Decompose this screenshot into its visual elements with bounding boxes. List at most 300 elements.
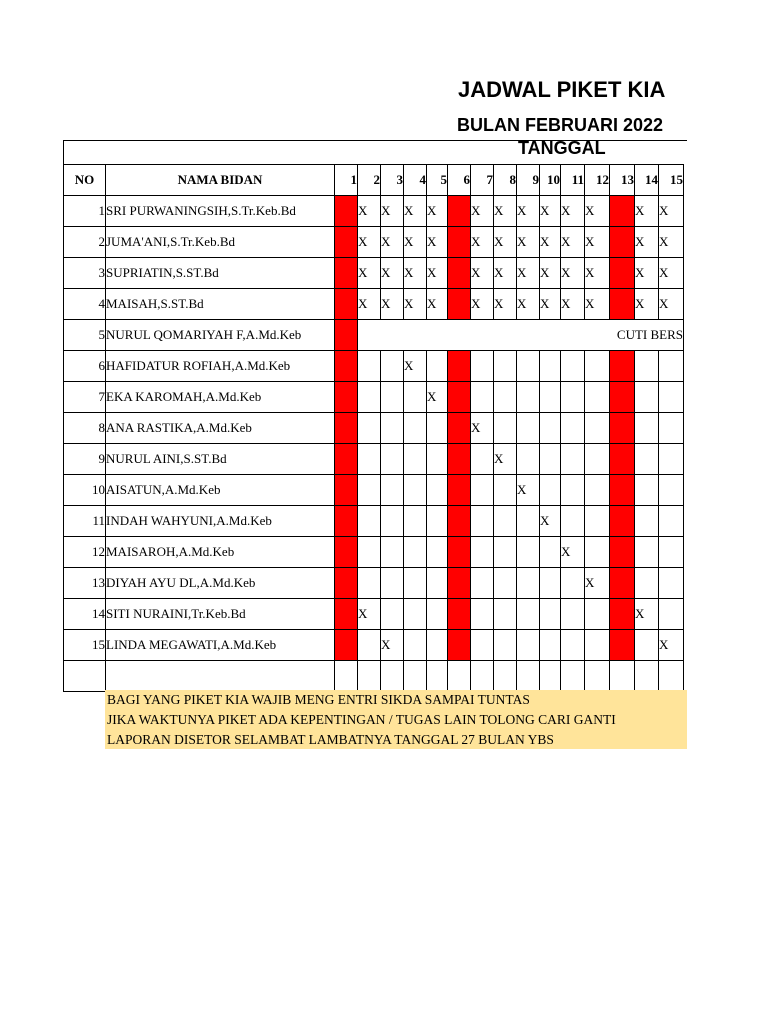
schedule-cell: X <box>517 289 540 320</box>
header-frame-left <box>63 140 64 164</box>
day-header: 7 <box>471 165 494 196</box>
holiday-cell <box>448 196 471 227</box>
schedule-cell: X <box>494 227 517 258</box>
schedule-cell <box>540 630 561 661</box>
schedule-cell: X <box>427 289 448 320</box>
schedule-cell <box>635 444 659 475</box>
schedule-cell <box>517 506 540 537</box>
schedule-cell <box>404 506 427 537</box>
holiday-cell <box>335 630 358 661</box>
schedule-cell <box>427 568 448 599</box>
holiday-cell <box>610 289 635 320</box>
schedule-cell <box>404 599 427 630</box>
holiday-cell <box>610 382 635 413</box>
holiday-cell <box>610 227 635 258</box>
holiday-cell <box>448 382 471 413</box>
schedule-cell <box>427 599 448 630</box>
row-number: 8 <box>64 413 106 444</box>
schedule-cell <box>471 382 494 413</box>
schedule-cell: X <box>517 227 540 258</box>
schedule-cell <box>494 413 517 444</box>
holiday-cell <box>335 196 358 227</box>
schedule-cell <box>561 413 585 444</box>
bidan-name: DIYAH AYU DL,A.Md.Keb <box>106 568 335 599</box>
row-number: 13 <box>64 568 106 599</box>
holiday-cell <box>335 537 358 568</box>
schedule-cell <box>561 630 585 661</box>
schedule-cell <box>540 444 561 475</box>
table-row <box>64 475 684 506</box>
bidan-name: AISATUN,A.Md.Keb <box>106 475 335 506</box>
holiday-cell <box>335 382 358 413</box>
bidan-name: ANA RASTIKA,A.Md.Keb <box>106 413 335 444</box>
page-subtitle: BULAN FEBRUARI 2022 <box>457 115 664 135</box>
schedule-cell <box>540 537 561 568</box>
schedule-cell: X <box>585 196 610 227</box>
schedule-cell: X <box>404 196 427 227</box>
schedule-cell <box>635 413 659 444</box>
schedule-cell: X <box>561 196 585 227</box>
schedule-cell <box>471 475 494 506</box>
table-row <box>64 506 684 537</box>
schedule-cell <box>404 382 427 413</box>
holiday-cell <box>448 258 471 289</box>
row-number: 4 <box>64 289 106 320</box>
schedule-cell: X <box>494 289 517 320</box>
table-row <box>64 444 684 475</box>
schedule-cell <box>471 537 494 568</box>
schedule-cell <box>561 444 585 475</box>
holiday-cell <box>448 568 471 599</box>
schedule-table <box>63 164 684 692</box>
schedule-cell <box>561 382 585 413</box>
schedule-cell: X <box>540 196 561 227</box>
empty-cell <box>64 661 106 692</box>
schedule-cell <box>358 475 381 506</box>
day-header: 14 <box>635 165 659 196</box>
schedule-cell <box>540 599 561 630</box>
schedule-cell <box>494 382 517 413</box>
bidan-name: MAISAROH,A.Md.Keb <box>106 537 335 568</box>
schedule-cell <box>659 599 684 630</box>
bidan-name: JUMA'ANI,S.Tr.Keb.Bd <box>106 227 335 258</box>
schedule-cell: X <box>381 227 404 258</box>
schedule-cell: X <box>540 258 561 289</box>
row-number: 12 <box>64 537 106 568</box>
schedule-cell <box>427 475 448 506</box>
notes-box <box>105 690 687 749</box>
schedule-cell: X <box>494 196 517 227</box>
holiday-cell <box>335 289 358 320</box>
day-header: 9 <box>517 165 540 196</box>
day-header: 2 <box>358 165 381 196</box>
empty-cell <box>561 661 585 692</box>
schedule-cell <box>540 568 561 599</box>
bidan-name: MAISAH,S.ST.Bd <box>106 289 335 320</box>
schedule-cell <box>659 568 684 599</box>
blank-row <box>64 661 684 692</box>
schedule-cell: X <box>659 289 684 320</box>
schedule-cell <box>635 382 659 413</box>
holiday-cell <box>610 444 635 475</box>
schedule-cell: X <box>659 630 684 661</box>
holiday-cell <box>448 630 471 661</box>
empty-cell <box>585 661 610 692</box>
schedule-cell <box>427 506 448 537</box>
schedule-cell <box>381 475 404 506</box>
schedule-cell: X <box>358 289 381 320</box>
schedule-cell <box>381 568 404 599</box>
day-header: 3 <box>381 165 404 196</box>
empty-cell <box>427 661 448 692</box>
schedule-cell: X <box>635 227 659 258</box>
bidan-name: SUPRIATIN,S.ST.Bd <box>106 258 335 289</box>
schedule-cell <box>404 568 427 599</box>
schedule-cell: X <box>427 382 448 413</box>
row-number: 15 <box>64 630 106 661</box>
schedule-cell <box>585 382 610 413</box>
schedule-cell <box>517 630 540 661</box>
holiday-cell <box>610 630 635 661</box>
holiday-cell <box>610 599 635 630</box>
table-row <box>64 413 684 444</box>
schedule-cell: X <box>517 196 540 227</box>
schedule-cell <box>517 444 540 475</box>
holiday-cell <box>335 444 358 475</box>
bidan-name: NURUL AINI,S.ST.Bd <box>106 444 335 475</box>
schedule-cell <box>381 506 404 537</box>
note-line: JIKA WAKTUNYA PIKET ADA KEPENTINGAN / TUGAS LAIN TOLONG CARI GANTI <box>107 712 616 727</box>
schedule-cell <box>381 382 404 413</box>
schedule-cell: X <box>517 475 540 506</box>
holiday-cell <box>335 320 358 351</box>
holiday-cell <box>335 475 358 506</box>
schedule-cell <box>659 351 684 382</box>
holiday-cell <box>448 413 471 444</box>
day-header: 8 <box>494 165 517 196</box>
schedule-cell <box>585 506 610 537</box>
empty-cell <box>635 661 659 692</box>
schedule-cell <box>427 413 448 444</box>
schedule-cell: X <box>427 258 448 289</box>
empty-cell <box>517 661 540 692</box>
cuti-note: CUTI BERS <box>358 320 684 351</box>
empty-cell <box>106 661 335 692</box>
holiday-cell <box>448 537 471 568</box>
schedule-cell: X <box>427 196 448 227</box>
schedule-cell <box>659 382 684 413</box>
schedule-cell <box>517 351 540 382</box>
schedule-cell: X <box>404 289 427 320</box>
empty-cell <box>540 661 561 692</box>
row-number: 14 <box>64 599 106 630</box>
schedule-cell <box>585 475 610 506</box>
schedule-cell <box>471 351 494 382</box>
schedule-cell: X <box>540 506 561 537</box>
schedule-cell: X <box>358 599 381 630</box>
empty-cell <box>659 661 684 692</box>
schedule-cell <box>517 413 540 444</box>
schedule-cell <box>358 506 381 537</box>
header-name: NAMA BIDAN <box>106 165 335 196</box>
schedule-cell: X <box>635 599 659 630</box>
schedule-cell <box>635 568 659 599</box>
bidan-name: HAFIDATUR ROFIAH,A.Md.Keb <box>106 351 335 382</box>
schedule-cell <box>561 506 585 537</box>
schedule-cell <box>358 382 381 413</box>
header-row <box>64 165 684 196</box>
schedule-cell <box>585 537 610 568</box>
day-header: 1 <box>335 165 358 196</box>
day-header: 12 <box>585 165 610 196</box>
holiday-cell <box>448 599 471 630</box>
schedule-cell <box>471 506 494 537</box>
schedule-cell <box>659 537 684 568</box>
schedule-cell: X <box>404 227 427 258</box>
day-header: 4 <box>404 165 427 196</box>
page-title: JADWAL PIKET KIA <box>458 77 666 102</box>
day-header: 15 <box>659 165 684 196</box>
schedule-cell <box>358 537 381 568</box>
schedule-cell <box>494 351 517 382</box>
schedule-cell <box>659 506 684 537</box>
schedule-cell <box>358 630 381 661</box>
empty-cell <box>381 661 404 692</box>
schedule-cell: X <box>404 258 427 289</box>
schedule-cell <box>540 351 561 382</box>
holiday-cell <box>610 537 635 568</box>
row-number: 10 <box>64 475 106 506</box>
table-row <box>64 258 684 289</box>
schedule-cell <box>561 599 585 630</box>
schedule-cell <box>585 630 610 661</box>
empty-cell <box>471 661 494 692</box>
schedule-cell: X <box>635 289 659 320</box>
schedule-cell <box>635 475 659 506</box>
schedule-cell: X <box>358 196 381 227</box>
schedule-cell <box>635 630 659 661</box>
holiday-cell <box>610 351 635 382</box>
schedule-cell: X <box>494 444 517 475</box>
schedule-cell <box>358 444 381 475</box>
schedule-cell <box>561 475 585 506</box>
schedule-cell <box>358 413 381 444</box>
schedule-cell: X <box>561 258 585 289</box>
holiday-cell <box>335 351 358 382</box>
schedule-cell: X <box>381 196 404 227</box>
schedule-cell <box>471 630 494 661</box>
schedule-cell: X <box>404 351 427 382</box>
day-header: 13 <box>610 165 635 196</box>
schedule-cell: X <box>381 258 404 289</box>
schedule-cell <box>585 351 610 382</box>
schedule-cell <box>381 444 404 475</box>
schedule-cell <box>427 630 448 661</box>
bidan-name: SRI PURWANINGSIH,S.Tr.Keb.Bd <box>106 196 335 227</box>
bidan-name: INDAH WAHYUNI,A.Md.Keb <box>106 506 335 537</box>
empty-cell <box>358 661 381 692</box>
holiday-cell <box>335 413 358 444</box>
schedule-cell: X <box>358 227 381 258</box>
schedule-cell <box>635 506 659 537</box>
schedule-cell <box>404 475 427 506</box>
schedule-cell <box>404 537 427 568</box>
empty-cell <box>335 661 358 692</box>
table-row <box>64 630 684 661</box>
schedule-cell: X <box>561 227 585 258</box>
schedule-cell <box>381 351 404 382</box>
schedule-cell <box>517 599 540 630</box>
note-line: LAPORAN DISETOR SELAMBAT LAMBATNYA TANGGAL 27 BULAN YBS <box>107 732 554 747</box>
schedule-cell: X <box>381 289 404 320</box>
holiday-cell <box>610 413 635 444</box>
table-row <box>64 568 684 599</box>
schedule-cell <box>494 568 517 599</box>
schedule-cell <box>561 351 585 382</box>
schedule-cell <box>659 413 684 444</box>
bidan-name: NURUL QOMARIYAH F,A.Md.Keb <box>106 320 335 351</box>
schedule-cell: X <box>471 196 494 227</box>
day-header: 6 <box>448 165 471 196</box>
schedule-cell: X <box>540 289 561 320</box>
holiday-cell <box>610 506 635 537</box>
schedule-cell: X <box>358 258 381 289</box>
table-row <box>64 196 684 227</box>
schedule-cell: X <box>635 258 659 289</box>
bidan-name: EKA KAROMAH,A.Md.Keb <box>106 382 335 413</box>
bidan-name: LINDA MEGAWATI,A.Md.Keb <box>106 630 335 661</box>
schedule-cell <box>404 413 427 444</box>
schedule-cell <box>494 537 517 568</box>
schedule-cell: X <box>659 258 684 289</box>
date-header: TANGGAL <box>518 138 606 158</box>
schedule-cell <box>494 475 517 506</box>
schedule-cell: X <box>585 258 610 289</box>
schedule-cell <box>517 568 540 599</box>
row-number: 6 <box>64 351 106 382</box>
schedule-cell: X <box>585 289 610 320</box>
holiday-cell <box>610 475 635 506</box>
empty-cell <box>448 661 471 692</box>
schedule-cell <box>494 630 517 661</box>
row-number: 11 <box>64 506 106 537</box>
holiday-cell <box>610 568 635 599</box>
table-row <box>64 537 684 568</box>
note-line: BAGI YANG PIKET KIA WAJIB MENG ENTRI SIKDA SAMPAI TUNTAS <box>107 692 530 707</box>
schedule-cell: X <box>494 258 517 289</box>
schedule-cell <box>635 351 659 382</box>
schedule-cell: X <box>540 227 561 258</box>
empty-cell <box>404 661 427 692</box>
holiday-cell <box>448 506 471 537</box>
row-number: 1 <box>64 196 106 227</box>
holiday-cell <box>448 475 471 506</box>
holiday-cell <box>448 289 471 320</box>
schedule-cell <box>517 537 540 568</box>
schedule-cell <box>427 351 448 382</box>
schedule-cell: X <box>659 196 684 227</box>
schedule-cell <box>561 568 585 599</box>
schedule-cell <box>358 568 381 599</box>
empty-cell <box>494 661 517 692</box>
schedule-cell <box>427 537 448 568</box>
schedule-cell <box>540 382 561 413</box>
schedule-cell: X <box>471 413 494 444</box>
schedule-cell: X <box>585 227 610 258</box>
row-number: 9 <box>64 444 106 475</box>
schedule-cell <box>404 444 427 475</box>
schedule-cell: X <box>561 289 585 320</box>
table-row <box>64 382 684 413</box>
holiday-cell <box>335 227 358 258</box>
holiday-cell <box>448 444 471 475</box>
row-number: 2 <box>64 227 106 258</box>
schedule-cell <box>585 413 610 444</box>
schedule-cell <box>358 351 381 382</box>
schedule-cell: X <box>585 568 610 599</box>
schedule-cell <box>540 475 561 506</box>
row-number: 7 <box>64 382 106 413</box>
schedule-cell <box>427 444 448 475</box>
day-header: 5 <box>427 165 448 196</box>
schedule-cell <box>381 537 404 568</box>
schedule-cell <box>659 475 684 506</box>
schedule-cell <box>635 537 659 568</box>
header-no: NO <box>64 165 106 196</box>
table-row <box>64 599 684 630</box>
schedule-cell <box>471 568 494 599</box>
schedule-cell: X <box>517 258 540 289</box>
table-row <box>64 351 684 382</box>
schedule-cell: X <box>471 258 494 289</box>
schedule-cell: X <box>471 227 494 258</box>
holiday-cell <box>335 568 358 599</box>
bidan-name: SITI NURAINI,Tr.Keb.Bd <box>106 599 335 630</box>
row-number: 3 <box>64 258 106 289</box>
schedule-cell: X <box>471 289 494 320</box>
schedule-cell <box>381 599 404 630</box>
schedule-cell <box>471 444 494 475</box>
schedule-cell <box>471 599 494 630</box>
holiday-cell <box>448 351 471 382</box>
schedule-cell <box>585 599 610 630</box>
schedule-cell <box>517 382 540 413</box>
schedule-cell <box>659 444 684 475</box>
row-number: 5 <box>64 320 106 351</box>
schedule-cell <box>494 599 517 630</box>
schedule-cell: X <box>561 537 585 568</box>
schedule-cell <box>404 630 427 661</box>
holiday-cell <box>448 227 471 258</box>
holiday-cell <box>610 196 635 227</box>
day-header: 11 <box>561 165 585 196</box>
holiday-cell <box>335 599 358 630</box>
table-row <box>64 289 684 320</box>
schedule-cell <box>540 413 561 444</box>
schedule-cell: X <box>427 227 448 258</box>
schedule-cell: X <box>659 227 684 258</box>
holiday-cell <box>610 258 635 289</box>
holiday-cell <box>335 506 358 537</box>
schedule-cell <box>381 413 404 444</box>
table-row <box>64 320 684 351</box>
schedule-cell <box>585 444 610 475</box>
holiday-cell <box>335 258 358 289</box>
schedule-cell: X <box>381 630 404 661</box>
schedule-cell <box>494 506 517 537</box>
table-row <box>64 227 684 258</box>
schedule-cell: X <box>635 196 659 227</box>
